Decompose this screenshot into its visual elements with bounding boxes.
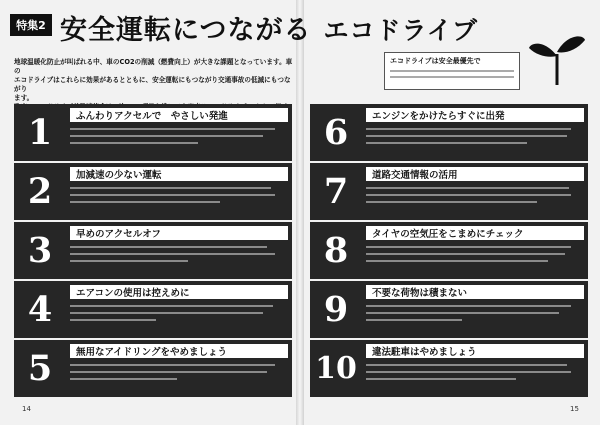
- eco-tip-6: [310, 104, 588, 161]
- tip-title: 早めのアクセルオフ: [70, 226, 288, 240]
- left-page-number: 14: [22, 405, 31, 413]
- tip-number: 3: [27, 230, 53, 271]
- tip-title: エアコンの使用は控えめに: [70, 285, 288, 299]
- tip-body: [366, 364, 580, 385]
- tip-number: 7: [323, 171, 349, 212]
- tip-body: [366, 246, 580, 267]
- tip-title: ふんわりアクセルで やさしい発進: [70, 108, 288, 122]
- eco-tip-5: [14, 340, 292, 397]
- page-spine: [296, 0, 304, 425]
- tip-title: 違法駐車はやめましょう: [366, 344, 584, 358]
- tip-number: 8: [323, 230, 349, 271]
- tip-body: [70, 364, 284, 385]
- feature-tag: 特集2: [10, 14, 52, 36]
- tip-title: タイヤの空気圧をこまめにチェック: [366, 226, 584, 240]
- title-main: 安全運転につながる: [60, 15, 312, 46]
- eco-tip-7: [310, 163, 588, 220]
- info-box-text: [390, 70, 514, 72]
- title-sub: エコドライブ: [323, 16, 478, 45]
- intro-line: エコドライブはこれらに効果があるとともに、安全運転にもつながり交通事故の低減にもつながり: [14, 76, 291, 93]
- tip-number: 1: [27, 112, 53, 153]
- eco-tip-2: [14, 163, 292, 220]
- safety-info-box: [384, 52, 520, 90]
- eco-tip-4: [14, 281, 292, 338]
- right-page-number: 15: [570, 405, 579, 413]
- intro-line: 地球温暖化防止が叫ばれる中、車のCO2の削減（燃費向上）が大きな課題となっています。車の: [14, 58, 293, 75]
- tip-body: [366, 187, 580, 208]
- tip-number: 2: [27, 171, 53, 212]
- intro-line: ます。: [14, 94, 34, 102]
- tip-body: [366, 128, 580, 149]
- tip-body: [70, 128, 284, 149]
- tip-body: [366, 305, 580, 326]
- eco-tip-1: [14, 104, 292, 161]
- tip-body: [70, 305, 284, 326]
- eco-tip-3: [14, 222, 292, 279]
- tip-number: 6: [323, 112, 349, 153]
- tip-number: 9: [323, 289, 349, 330]
- tip-number: 5: [27, 348, 53, 389]
- tip-number: 10: [315, 351, 357, 386]
- tip-title: 道路交通情報の活用: [366, 167, 584, 181]
- eco-tip-9: [310, 281, 588, 338]
- tip-body: [70, 246, 284, 267]
- page-title: [60, 8, 478, 47]
- tip-title: 無用なアイドリングをやめましょう: [70, 344, 288, 358]
- tip-title: 加減速の少ない運転: [70, 167, 288, 181]
- eco-tip-8: [310, 222, 588, 279]
- tip-body: [70, 187, 284, 208]
- info-box-title: エコドライブは安全最優先で: [390, 57, 481, 65]
- eco-tip-10: [310, 340, 588, 397]
- tip-title: エンジンをかけたらすぐに出発: [366, 108, 584, 122]
- sprout-icon: [527, 30, 587, 85]
- tip-title: 不要な荷物は積まない: [366, 285, 584, 299]
- info-box-text: [390, 76, 514, 78]
- tip-number: 4: [27, 289, 53, 330]
